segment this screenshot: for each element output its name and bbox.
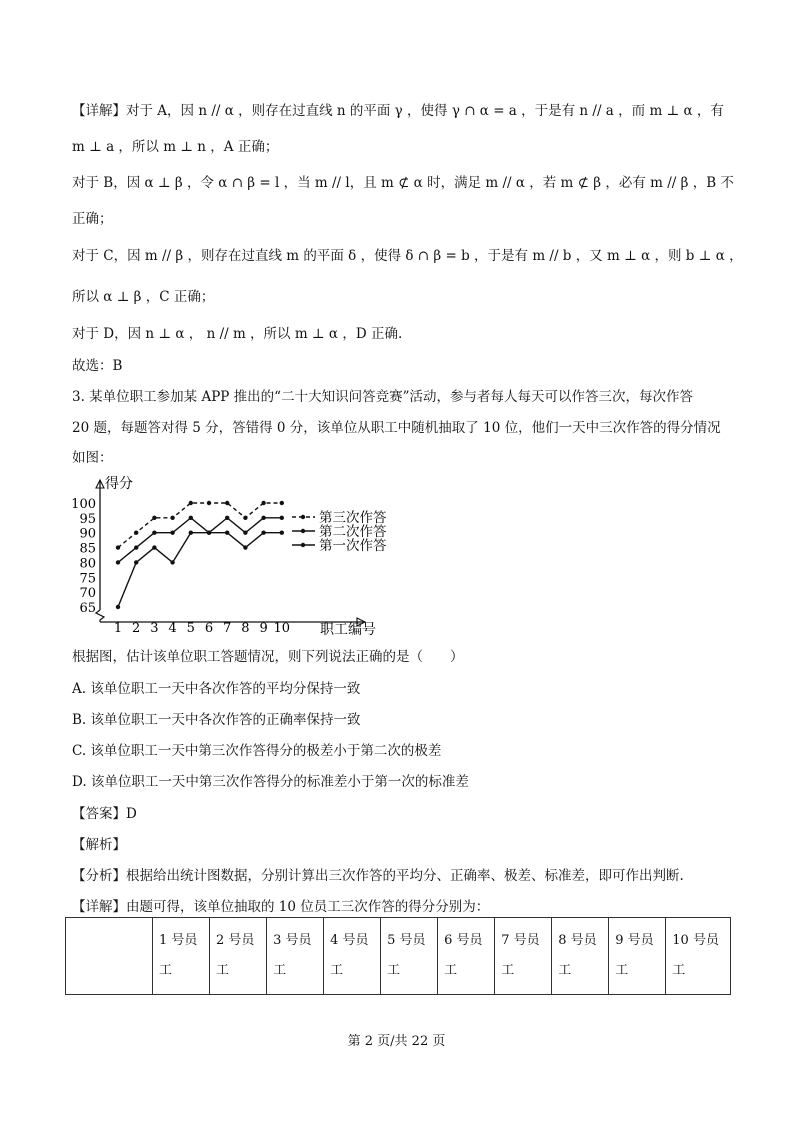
data-point (116, 560, 120, 564)
legend-marker (301, 543, 305, 547)
data-point (225, 516, 229, 520)
y-tick-label: 90 (79, 526, 96, 542)
data-point (280, 531, 284, 535)
text-line: C. 该单位职工一天中第三次作答得分的极差小于第二次的极差 (72, 743, 442, 759)
x-tick-label: 7 (223, 621, 232, 636)
data-point (261, 531, 265, 535)
x-tick-label: 5 (186, 621, 195, 636)
text-line: 20 题，每题答对得 5 分，答错得 0 分，该单位从职工中随机抽取了 10 位，他们一天中三次作答的得分情况 (72, 420, 721, 436)
text-line: 【答案】D (72, 806, 137, 822)
data-point (134, 531, 138, 535)
text-line: 对于 D，因 n ⊥ α ， n // m ，所以 m ⊥ α ，D 正确. (72, 326, 403, 342)
text-line: B. 该单位职工一天中各次作答的正确率保持一致 (72, 712, 361, 728)
table-header-cell: 1 号员工 (153, 918, 210, 995)
series-line (118, 518, 282, 563)
text-line: 【详解】对于 A，因 n // α ，则存在过直线 n 的平面 γ ，使得 γ ∩ α = a ，于是有 n // a ，而 m ⊥ α ，有 (72, 103, 724, 119)
series-line (118, 533, 282, 607)
y-tick-label: 100 (71, 497, 96, 512)
score-table (65, 917, 731, 995)
x-tick-label: 6 (204, 621, 214, 636)
legend-label: 第一次作答 (319, 538, 387, 554)
data-point (189, 501, 193, 505)
table-header-cell: 7 号员工 (495, 918, 552, 995)
y-tick-label: 80 (79, 556, 96, 572)
x-tick-label: 8 (241, 621, 250, 636)
text-line: 【解析】 (72, 837, 126, 853)
data-point (116, 545, 120, 549)
data-point (243, 516, 247, 520)
data-point (134, 545, 138, 549)
legend-label: 第三次作答 (319, 510, 387, 526)
data-point (243, 545, 247, 549)
table-header-cell: 6 号员工 (438, 918, 495, 995)
table-header-cell: 8 号员工 (552, 918, 609, 995)
y-tick-label: 70 (79, 586, 96, 602)
y-tick-label: 75 (79, 571, 96, 587)
text-line: m ⊥ a ，所以 m ⊥ n ，A 正确； (72, 139, 279, 155)
data-point (116, 605, 120, 609)
data-point (170, 560, 174, 564)
x-tick-label: 4 (168, 621, 177, 636)
legend-marker (301, 529, 305, 533)
legend-marker (301, 515, 305, 519)
data-point (280, 501, 284, 505)
table-header-cell: 2 号员工 (210, 918, 267, 995)
data-point (225, 501, 229, 505)
data-point (152, 516, 156, 520)
table-corner-cell (66, 918, 153, 995)
data-point (170, 516, 174, 520)
text-line: 【分析】根据给出统计图数据，分别计算出三次作答的平均分、正确率、极差、标准差，即可作出判断. (72, 868, 684, 884)
text-line: 所以 α ⊥ β ，C 正确； (72, 289, 215, 305)
data-point (207, 501, 211, 505)
data-point (261, 516, 265, 520)
table-header-cell: 5 号员工 (381, 918, 438, 995)
y-tick-label: 95 (79, 511, 96, 527)
text-line: 如图： (72, 450, 113, 466)
table-header-row (66, 918, 731, 995)
data-point (152, 545, 156, 549)
data-point (243, 531, 247, 535)
data-point (207, 531, 211, 535)
data-point (152, 531, 156, 535)
data-point (225, 531, 229, 535)
text-line: 对于 C，因 m // β ，则存在过直线 m 的平面 δ ，使得 δ ∩ β = b ，于是有 m // b ，又 m ⊥ α ，则 b ⊥ α ， (72, 248, 743, 264)
table-header-cell: 3 号员工 (267, 918, 324, 995)
text-line: 正确； (72, 211, 113, 227)
legend-label: 第二次作答 (319, 524, 387, 540)
text-line: 根据图，估计该单位职工答题情况，则下列说法正确的是（ ） (72, 649, 464, 665)
y-tick-label: 65 (79, 601, 96, 616)
table-header-cell: 10 号员工 (666, 918, 731, 995)
score-chart (60, 470, 420, 645)
axis-break (96, 610, 104, 622)
text-line: 【详解】由题可得，该单位抽取的 10 位员工三次作答的得分分别为： (72, 899, 490, 915)
text-line: 3. 某单位职工参加某 APP 推出的“二十大知识问答竞赛”活动，参与者每人每天可以作答三次，每次作答 (72, 389, 693, 405)
text-line: 故选：B (72, 358, 123, 374)
x-tick-label: 3 (150, 621, 159, 636)
data-point (170, 531, 174, 535)
x-tick-label: 2 (132, 621, 141, 636)
data-point (280, 516, 284, 520)
data-point (134, 560, 138, 564)
page-footer: 第 2 页/共 22 页 (347, 1034, 446, 1049)
table-header-cell: 4 号员工 (324, 918, 381, 995)
y-tick-label: 85 (79, 541, 96, 557)
x-tick-label: 9 (259, 621, 268, 636)
x-tick-label: 10 (273, 621, 291, 636)
x-axis-label: 职工编号 (320, 622, 376, 638)
data-point (189, 516, 193, 520)
text-line: A. 该单位职工一天中各次作答的平均分保持一致 (72, 681, 361, 697)
x-tick-label: 1 (113, 621, 123, 636)
y-axis-label: 得分 (105, 476, 133, 492)
table-header-cell: 9 号员工 (609, 918, 666, 995)
text-line: D. 该单位职工一天中第三次作答得分的标准差小于第一次的标准差 (72, 774, 469, 790)
data-point (261, 501, 265, 505)
text-line: 对于 B，因 α ⊥ β ，令 α ∩ β = l ，当 m // l，且 m ⊄ α 时，满足 m // α ，若 m ⊄ β ，必有 m // β ，B 不 (72, 175, 734, 191)
data-point (189, 531, 193, 535)
